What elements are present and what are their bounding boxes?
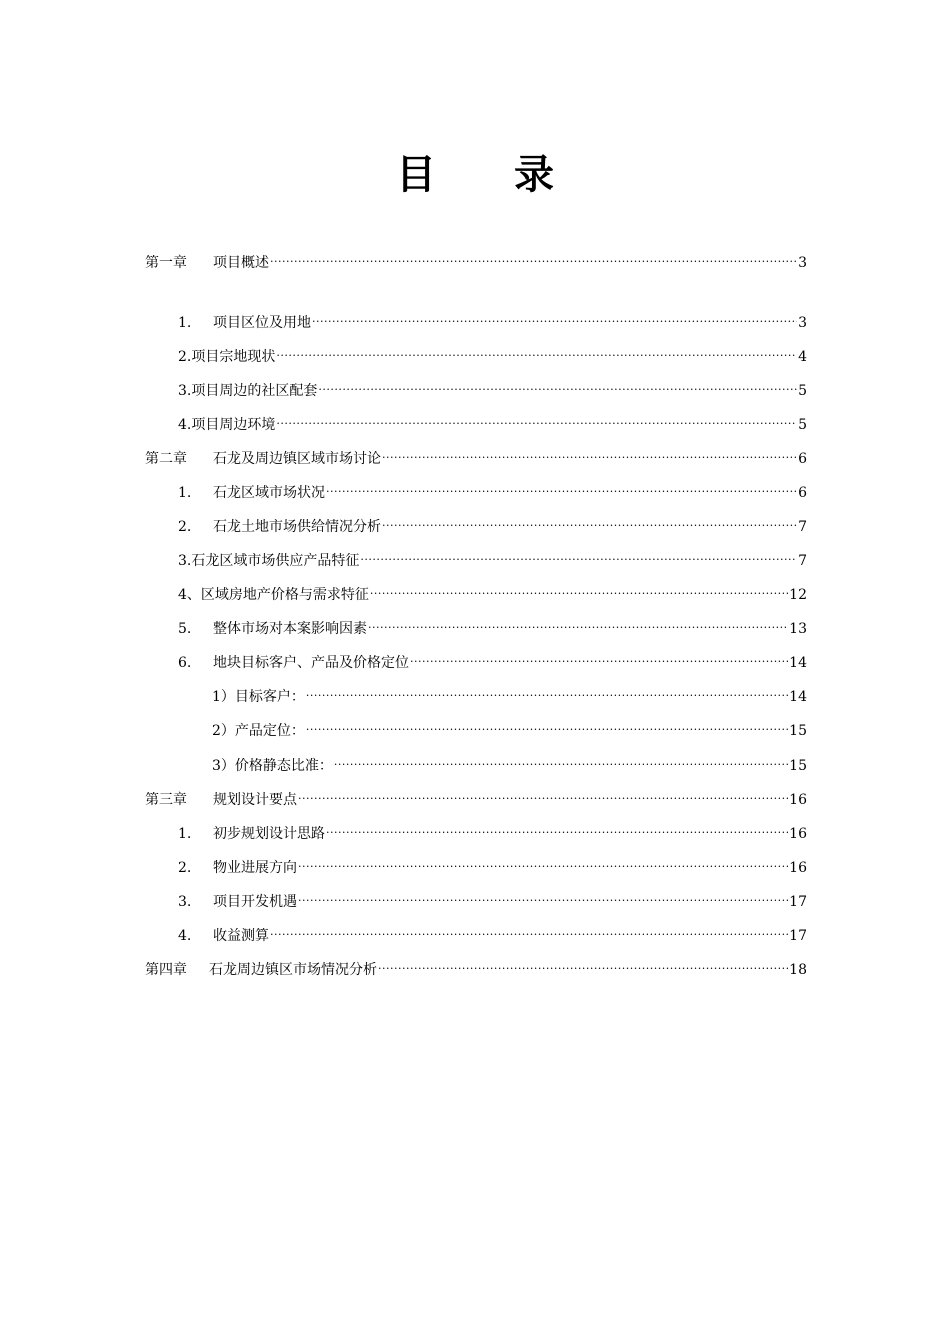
toc-entry-title: 产品定位： bbox=[234, 723, 305, 739]
toc-leader-dots bbox=[318, 375, 797, 395]
toc-section-3-1[interactable] bbox=[178, 818, 807, 844]
toc-section-2-3[interactable] bbox=[178, 545, 807, 571]
toc-section-number: 6. bbox=[178, 655, 192, 671]
toc-section-2-5[interactable] bbox=[178, 613, 807, 639]
toc-entry-title: 项目开发机遇 bbox=[213, 894, 297, 910]
toc-section-number: 4. bbox=[178, 928, 192, 944]
toc-entry-title: 石龙及周边镇区域市场讨论 bbox=[213, 451, 381, 467]
toc-leader-dots bbox=[270, 920, 788, 940]
toc-page-number: 7 bbox=[798, 553, 807, 569]
toc-entry-title: 石龙区域市场供应产品特征 bbox=[191, 553, 360, 569]
toc-page-number: 5 bbox=[798, 417, 807, 433]
toc-page-number: 3 bbox=[798, 255, 807, 271]
toc-chapter-2[interactable] bbox=[145, 443, 807, 469]
toc-chapter-label: 第二章 bbox=[145, 451, 187, 467]
toc-leader-dots bbox=[378, 954, 788, 974]
toc-entry-title: 项目周边的社区配套 bbox=[191, 383, 318, 399]
toc-entry-title: 项目区位及用地 bbox=[213, 315, 311, 331]
toc-leader-dots bbox=[382, 443, 797, 463]
toc-page-number: 17 bbox=[789, 928, 807, 944]
toc-page-number: 15 bbox=[789, 723, 807, 739]
toc-section-2-6[interactable] bbox=[178, 647, 807, 673]
toc-section-2-4[interactable] bbox=[178, 579, 807, 605]
title-char-2: 录 bbox=[514, 152, 554, 198]
toc-page-number: 6 bbox=[798, 485, 807, 501]
toc-entry-title: 目标客户： bbox=[234, 689, 305, 705]
toc-subsection-number: 2） bbox=[212, 723, 235, 739]
toc-leader-dots bbox=[360, 545, 797, 565]
toc-section-1-4[interactable] bbox=[178, 409, 807, 435]
toc-leader-dots bbox=[326, 477, 797, 497]
toc-section-number: 4、 bbox=[178, 587, 201, 603]
toc-page-number: 17 bbox=[789, 894, 807, 910]
toc-leader-dots bbox=[312, 307, 797, 327]
toc-entry-title: 项目宗地现状 bbox=[191, 349, 276, 365]
toc-chapter-label: 第一章 bbox=[145, 255, 187, 271]
toc-page-number: 18 bbox=[789, 962, 807, 978]
toc-leader-dots bbox=[410, 647, 788, 667]
toc-page-number: 16 bbox=[789, 860, 807, 876]
toc-page-number: 7 bbox=[798, 519, 807, 535]
toc-entry-title: 石龙周边镇区市场情况分析 bbox=[209, 962, 377, 978]
toc-section-number: 2. bbox=[178, 349, 192, 365]
title-char-1: 目 bbox=[396, 152, 436, 198]
toc-subsection-2-6-3[interactable] bbox=[212, 750, 807, 776]
toc-entry-title: 区域房地产价格与需求特征 bbox=[200, 587, 369, 603]
toc-leader-dots bbox=[270, 247, 797, 267]
toc-section-number: 3. bbox=[178, 553, 192, 569]
toc-section-number: 5. bbox=[178, 621, 192, 637]
toc-chapter-1[interactable] bbox=[145, 247, 807, 273]
toc-page-number: 6 bbox=[798, 451, 807, 467]
toc-entry-title: 项目周边环境 bbox=[191, 417, 276, 433]
toc-section-number: 2. bbox=[178, 860, 192, 876]
toc-section-3-4[interactable] bbox=[178, 920, 807, 946]
toc-section-2-1[interactable] bbox=[178, 477, 807, 503]
toc-section-number: 3. bbox=[178, 383, 192, 399]
toc-entry-title: 收益测算 bbox=[213, 928, 269, 944]
toc-page-number: 16 bbox=[789, 826, 807, 842]
toc-leader-dots bbox=[382, 511, 797, 531]
toc-leader-dots bbox=[334, 750, 788, 770]
toc-entry-title: 项目概述 bbox=[213, 255, 269, 271]
toc-entry-title: 价格静态比准： bbox=[234, 758, 333, 774]
toc-leader-dots bbox=[306, 715, 788, 735]
toc-chapter-3[interactable] bbox=[145, 784, 807, 810]
toc-section-number: 1. bbox=[178, 826, 192, 842]
toc-page-number: 4 bbox=[798, 349, 807, 365]
toc-leader-dots bbox=[276, 409, 797, 429]
toc-subsection-2-6-2[interactable] bbox=[212, 715, 807, 741]
toc-section-2-2[interactable] bbox=[178, 511, 807, 537]
toc-entry-title: 初步规划设计思路 bbox=[213, 826, 325, 842]
toc-section-number: 3. bbox=[178, 894, 192, 910]
toc-section-3-3[interactable] bbox=[178, 886, 807, 912]
toc-page-number: 13 bbox=[789, 621, 807, 637]
toc-chapter-label: 第三章 bbox=[145, 792, 187, 808]
toc-page-number: 16 bbox=[789, 792, 807, 808]
toc-leader-dots bbox=[370, 579, 788, 599]
toc-section-1-3[interactable] bbox=[178, 375, 807, 401]
toc-page-number: 14 bbox=[789, 689, 807, 705]
toc-subsection-number: 3） bbox=[212, 758, 235, 774]
toc-section-number: 1. bbox=[178, 485, 192, 501]
toc-leader-dots bbox=[326, 818, 788, 838]
toc-entry-title: 整体市场对本案影响因素 bbox=[213, 621, 367, 637]
toc-section-1-2[interactable] bbox=[178, 341, 807, 367]
toc-entry-title: 石龙区域市场状况 bbox=[213, 485, 325, 501]
toc-leader-dots bbox=[306, 681, 788, 701]
toc-section-number: 1. bbox=[178, 315, 192, 331]
toc-leader-dots bbox=[298, 784, 788, 804]
toc-chapter-label: 第四章 bbox=[145, 962, 187, 978]
toc-entry-title: 地块目标客户、产品及价格定位 bbox=[213, 655, 409, 671]
toc-page-number: 14 bbox=[789, 655, 807, 671]
toc-page-number: 5 bbox=[798, 383, 807, 399]
toc-entry-title: 规划设计要点 bbox=[213, 792, 297, 808]
toc-subsection-2-6-1[interactable] bbox=[212, 681, 807, 707]
toc-leader-dots bbox=[298, 886, 788, 906]
toc-entry-title: 石龙土地市场供给情况分析 bbox=[213, 519, 381, 535]
toc-section-1-1[interactable] bbox=[178, 307, 807, 333]
toc-section-3-2[interactable] bbox=[178, 852, 807, 878]
toc-section-number: 2. bbox=[178, 519, 192, 535]
toc-leader-dots bbox=[276, 341, 797, 361]
toc-section-number: 4. bbox=[178, 417, 192, 433]
toc-page-number: 12 bbox=[789, 587, 807, 603]
toc-entry-title: 物业进展方向 bbox=[213, 860, 297, 876]
toc-page-number: 3 bbox=[798, 315, 807, 331]
toc-leader-dots bbox=[368, 613, 788, 633]
toc-page-number: 15 bbox=[789, 758, 807, 774]
toc-chapter-4[interactable] bbox=[145, 954, 807, 980]
toc-subsection-number: 1） bbox=[212, 689, 235, 705]
toc-leader-dots bbox=[298, 852, 788, 872]
